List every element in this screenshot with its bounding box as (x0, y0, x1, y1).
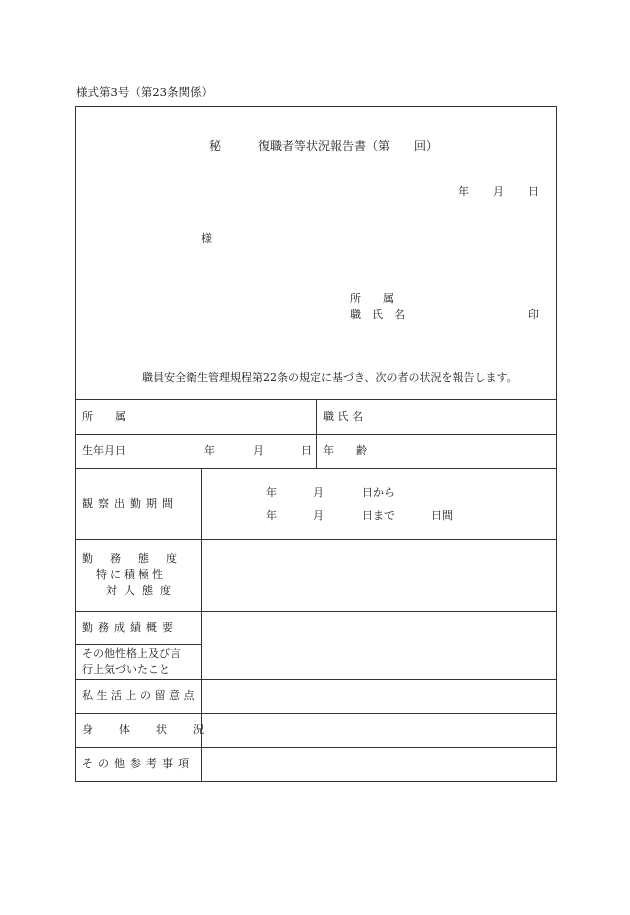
reporter-affiliation-label: 所 属 (350, 292, 394, 305)
other-notes-label: その他参考事項 (82, 757, 194, 770)
period-start-year: 年 (266, 486, 277, 499)
report-title: 復職者等状況報告書（第 回） (258, 139, 439, 153)
row-line-7 (75, 679, 557, 680)
private-life-label: 私生活上の留意点 (82, 689, 198, 702)
seal-mark: 印 (528, 308, 539, 321)
birth-year-unit: 年 (204, 444, 215, 457)
initiative-label: 特に積極性 (96, 568, 166, 581)
birth-date-label: 生年月日 (82, 444, 126, 457)
period-end-year: 年 (266, 509, 277, 522)
birth-day-unit: 日 (301, 444, 312, 457)
period-end-day: 日まで (362, 509, 395, 522)
period-days: 日間 (431, 509, 453, 522)
interpersonal-label: 対人態度 (106, 584, 178, 597)
date-day: 日 (528, 185, 539, 198)
character-label-line2: 行上気づいたこと (82, 663, 170, 676)
birth-month-unit: 月 (253, 444, 264, 457)
row-line-3 (75, 468, 557, 469)
age-label: 年 齢 (323, 444, 367, 457)
period-start-day: 日から (362, 486, 395, 499)
form-number: 様式第3号（第23条関係） (76, 85, 213, 99)
period-end-month: 月 (313, 509, 324, 522)
performance-label: 勤務成績概要 (82, 621, 178, 634)
statement: 職員安全衛生管理規程第22条の規定に基づき、次の者の状況を報告します。 (142, 371, 518, 384)
row-line-8 (75, 713, 557, 714)
row-line-6 (75, 644, 201, 645)
secret-mark: 秘 (209, 139, 222, 153)
physical-label: 身体状況 (82, 723, 230, 736)
date-month: 月 (493, 185, 504, 198)
row-line-9 (75, 747, 557, 748)
col-divider-top (316, 399, 317, 468)
reporter-name-label: 職 氏 名 (350, 308, 405, 321)
row-line-5 (75, 611, 557, 612)
period-start-month: 月 (313, 486, 324, 499)
row-line-4 (75, 539, 557, 540)
title-name-label: 職 氏 名 (323, 410, 363, 423)
date-year: 年 (458, 185, 469, 198)
observation-period-label: 観察出勤期間 (82, 497, 178, 510)
character-label-line1: その他性格上及び言 (82, 647, 181, 660)
affiliation-label: 所 属 (82, 410, 126, 423)
work-attitude-label: 勤務態度 (82, 552, 194, 565)
addressee-suffix: 様 (201, 232, 212, 245)
